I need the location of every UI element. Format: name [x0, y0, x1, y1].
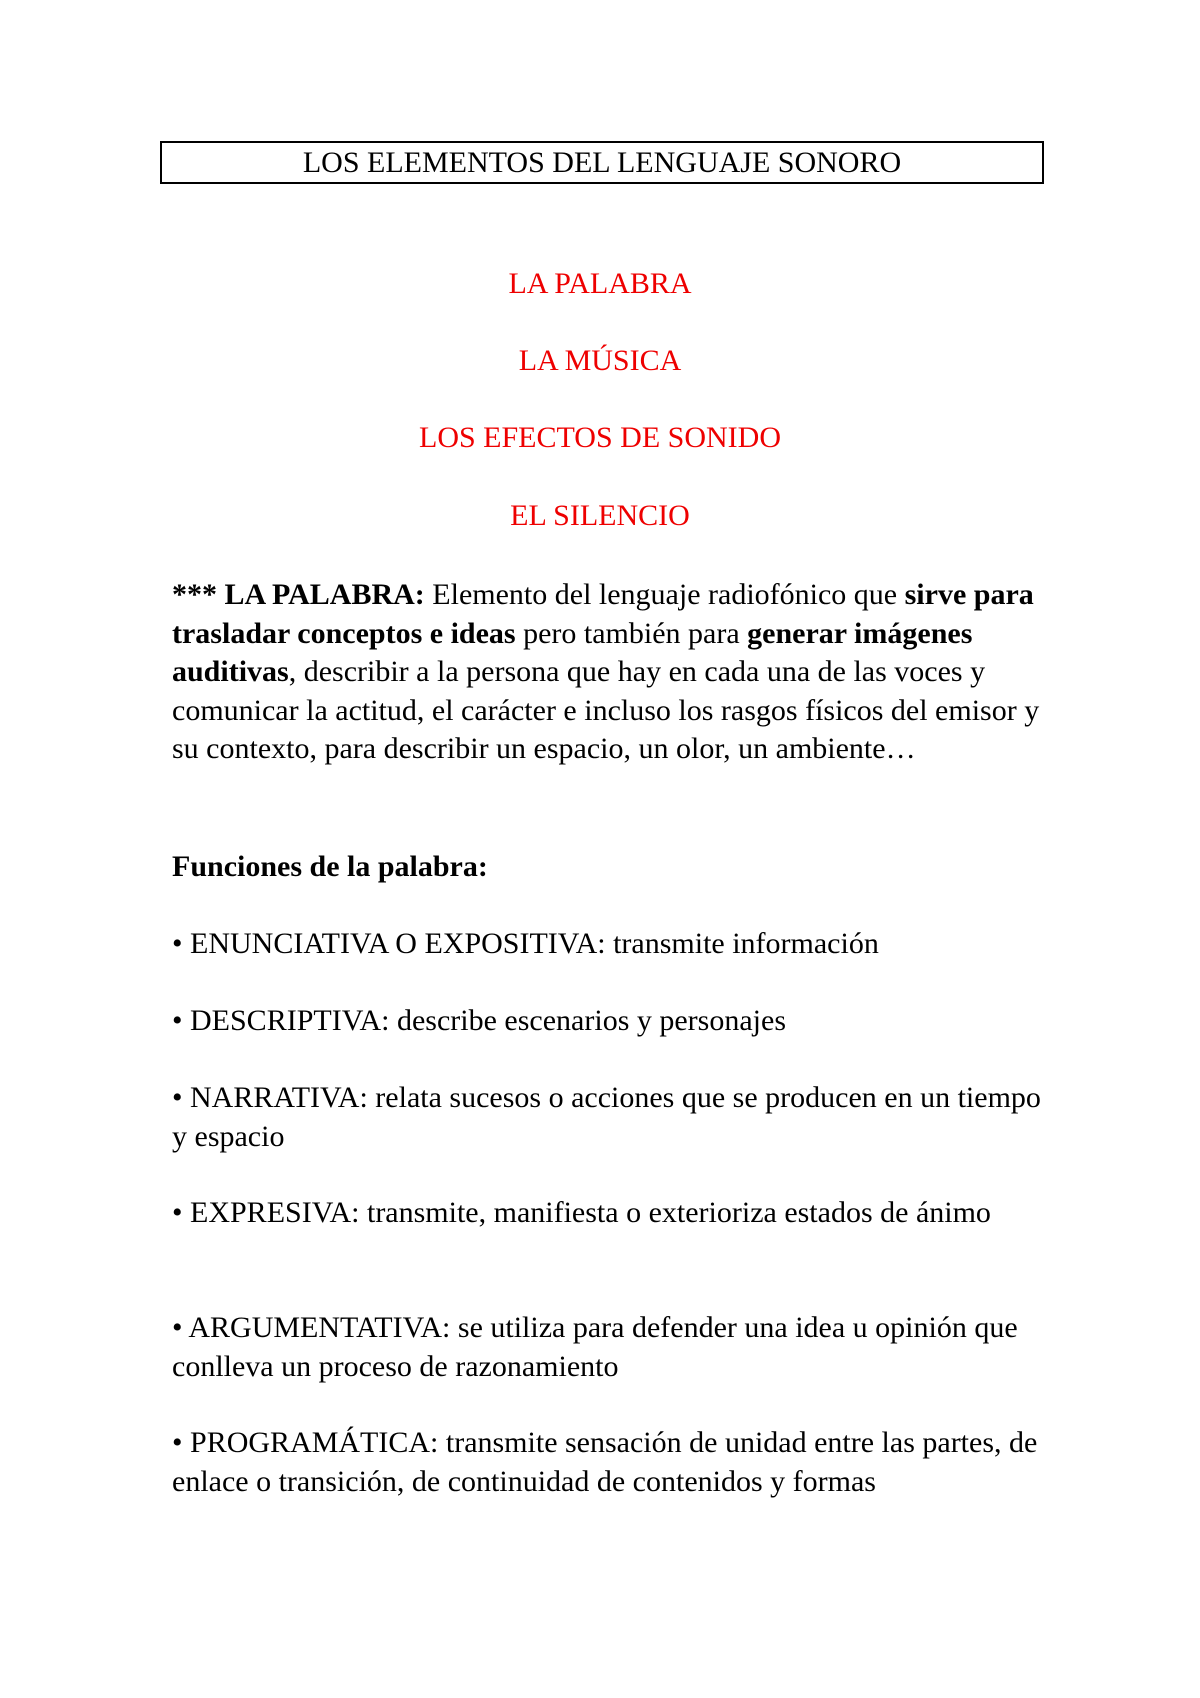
function-item-argumentativa: • ARGUMENTATIVA: se utiliza para defender una idea u opinión que conlleva un proceso de razonamiento — [172, 1311, 1018, 1383]
function-item-programatica: • PROGRAMÁTICA: transmite sensación de unidad entre las partes, de enlace o transición, de continuidad de contenidos y formas — [172, 1426, 1038, 1498]
function-item-expresiva: • EXPRESIVA: transmite, manifiesta o exterioriza estados de ánimo — [172, 1196, 991, 1229]
intro-text-2: pero también para — [515, 616, 748, 650]
intro-text-3: , describir a la persona que hay en cada una de las voces y comunicar la actitud, el carácter e incluso los rasgos físicos del emisor y su contexto, para describir un espacio, un olor, un ambiente… — [172, 655, 1040, 765]
function-item-narrativa: • NARRATIVA: relata sucesos o acciones que se producen en un tiempo y espacio — [172, 1081, 1041, 1153]
heading-el-silencio: EL SILENCIO — [510, 499, 690, 532]
heading-la-palabra: LA PALABRA — [508, 267, 692, 300]
intro-text-1: Elemento del lenguaje radiofónico que — [424, 578, 905, 611]
intro-bold-2: generar imágenes auditivas — [172, 616, 973, 688]
intro-label: *** LA PALABRA: — [172, 578, 425, 611]
function-item-enunciativa: • ENUNCIATIVA O EXPOSITIVA: transmite información — [172, 927, 879, 960]
document-title: LOS ELEMENTOS DEL LENGUAJE SONORO — [160, 141, 1044, 184]
functions-heading: Funciones de la palabra: — [172, 850, 488, 883]
intro-paragraph — [172, 576, 1042, 769]
heading-la-musica: LA MÚSICA — [518, 344, 682, 377]
intro-bold-1: sirve para trasladar conceptos e ideas — [172, 578, 1034, 650]
heading-efectos-sonido: LOS EFECTOS DE SONIDO — [419, 421, 781, 454]
function-item-descriptiva: • DESCRIPTIVA: describe escenarios y personajes — [172, 1004, 786, 1037]
